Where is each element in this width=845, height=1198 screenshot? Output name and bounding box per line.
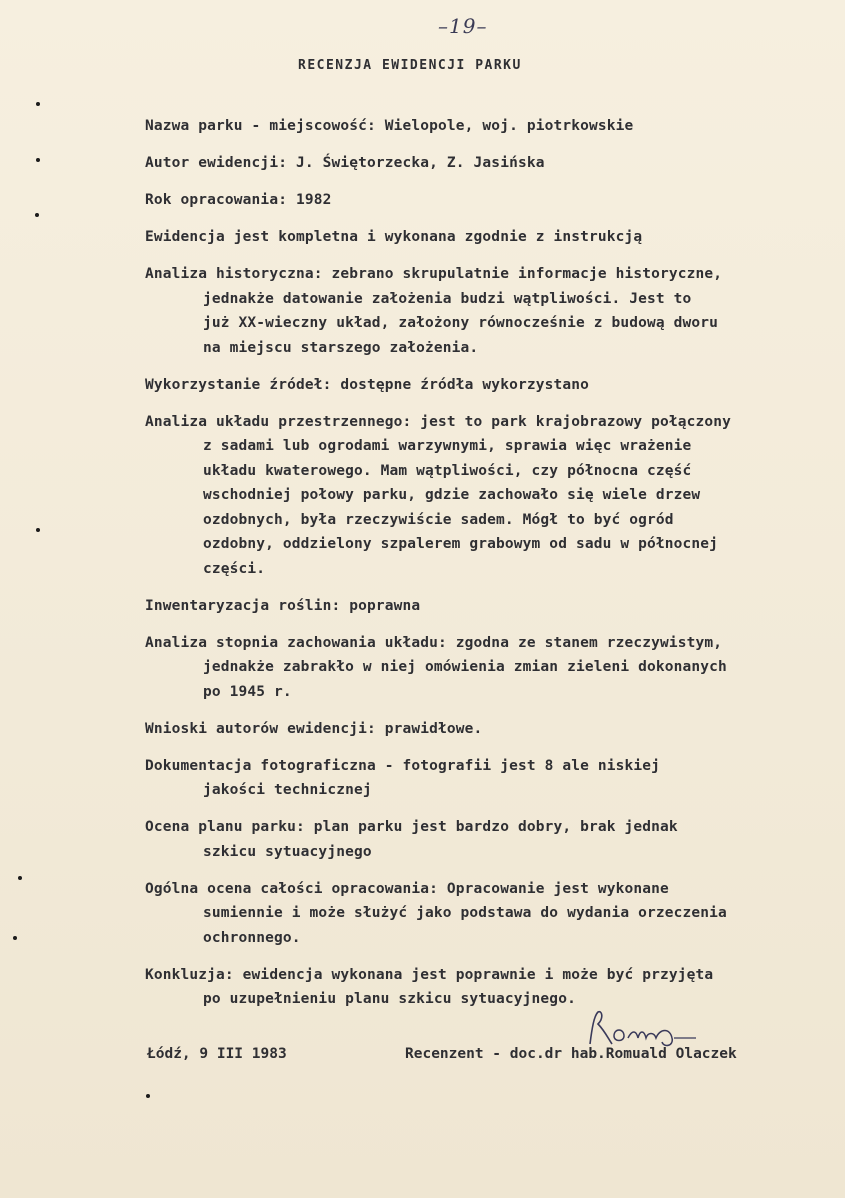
paragraph-line: wschodniej połowy parku, gdzie zachowało się wiele drzew (203, 487, 701, 503)
paragraph-line: Nazwa parku - miejscowość: Wielopole, woj. piotrkowskie (145, 118, 634, 134)
paragraph-line: Ewidencja jest kompletna i wykonana zgodnie z instrukcją (145, 229, 643, 245)
paragraph-line: Autor ewidencji: J. Świętorzecka, Z. Jasińska (145, 155, 545, 171)
paragraph-line: jakości technicznej (203, 782, 372, 798)
document-body (145, 114, 835, 1024)
review-paragraph (145, 594, 835, 619)
review-paragraph (145, 188, 835, 213)
page-number: –19– (438, 14, 488, 38)
review-paragraph (145, 262, 835, 360)
paragraph-line: Inwentaryzacja roślin: poprawna (145, 597, 421, 614)
paragraph-line: Analiza stopnia zachowania układu: zgodna ze stanem rzeczywistym, (145, 634, 723, 651)
paragraph-line: Rok opracowania: 1982 (145, 192, 332, 208)
punch-mark (35, 213, 39, 217)
punch-mark (13, 936, 17, 940)
paragraph-line: z sadami lub ogrodami warzywnymi, sprawia więc wrażenie (203, 438, 692, 454)
paragraph-line: Konkluzja: ewidencja wykonana jest poprawnie i może być przyjęta (145, 966, 714, 983)
punch-mark (36, 528, 40, 532)
review-paragraph (145, 754, 835, 803)
paragraph-line: po 1945 r. (203, 683, 292, 700)
paragraph-line: po uzupełnieniu planu szkicu sytuacyjnego. (203, 991, 576, 1007)
paragraph-line: Ocena planu parku: plan parku jest bardzo dobry, brak jednak (145, 819, 678, 835)
punch-mark (36, 102, 40, 106)
punch-mark (36, 158, 40, 162)
paragraph-line: jednakże zabrakło w niej omówienia zmian zieleni dokonanych (203, 659, 727, 675)
paragraph-line: jednakże datowanie założenia budzi wątpliwości. Jest to (203, 290, 692, 307)
paragraph-line: Analiza historyczna: zebrano skrupulatnie informacje historyczne, (145, 266, 723, 282)
review-paragraph (145, 410, 835, 582)
paragraph-line: ochronnego. (203, 929, 301, 946)
review-paragraph (145, 373, 835, 398)
paragraph-line: Wykorzystanie źródeł: dostępne źródła wykorzystano (145, 376, 589, 393)
document-title: RECENZJA EWIDENCJI PARKU (298, 58, 522, 73)
review-paragraph (145, 815, 835, 864)
review-paragraph (145, 151, 835, 176)
punch-mark (18, 876, 22, 880)
paragraph-line: Dokumentacja fotograficzna - fotografii jest 8 ale niskiej (145, 757, 661, 774)
review-paragraph (145, 877, 835, 951)
review-paragraph (145, 717, 835, 742)
paragraph-line: Analiza układu przestrzennego: jest to park krajobrazowy połączony (145, 413, 732, 430)
paragraph-line: ozdobny, oddzielony szpalerem grabowym od sadu w północnej (203, 536, 719, 552)
punch-mark (146, 1094, 150, 1098)
paragraph-line: układu kwaterowego. Mam wątpliwości, czy północna część (203, 462, 692, 479)
paragraph-line: ozdobnych, była rzeczywiście sadem. Mógł to być ogród (203, 511, 674, 528)
paragraph-line: już XX-wieczny układ, założony równocześnie z budową dworu (203, 315, 719, 331)
paragraph-line: Wnioski autorów ewidencji: prawidłowe. (145, 720, 483, 737)
review-paragraph (145, 114, 835, 139)
review-paragraph (145, 225, 835, 250)
paragraph-line: szkicu sytuacyjnego (203, 843, 372, 860)
reviewer-line: Recenzent - doc.dr hab.Romuald Olaczek (405, 1046, 737, 1062)
paragraph-line: części. (203, 560, 266, 577)
paragraph-line: na miejscu starszego założenia. (203, 339, 479, 356)
review-paragraph (145, 631, 835, 705)
paragraph-line: sumiennie i może służyć jako podstawa do wydania orzeczenia (203, 905, 727, 921)
review-paragraph (145, 963, 835, 1012)
paragraph-line: Ogólna ocena całości opracowania: Opracowanie jest wykonane (145, 880, 669, 897)
document-date: Łódź, 9 III 1983 (147, 1046, 287, 1062)
